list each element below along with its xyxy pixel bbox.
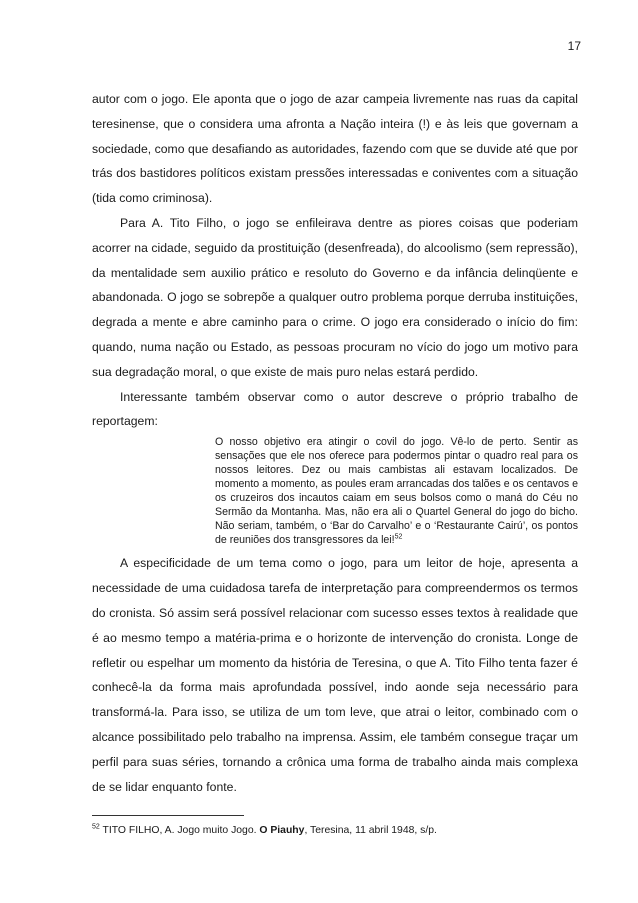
footnote-divider bbox=[92, 815, 244, 816]
page-number: 17 bbox=[567, 39, 581, 53]
footnote-prefix: TITO FILHO, A. Jogo muito Jogo. bbox=[99, 825, 260, 836]
body-text bbox=[92, 87, 578, 799]
paragraph-continuation: autor com o jogo. Ele aponta que o jogo de azar campeia livremente nas ruas da capital teresinense, que o considera uma afronta a Nação inteira (!) e às leis que governam a sociedade, como que desafiando as autoridades, fazendo com que se duvide até que por trás dos bastidores políticos existam pressões interessadas e coniventes com a situação (tida como criminosa). bbox=[92, 92, 578, 206]
paragraph-especificidade: A especificidade de um tema como o jogo, para um leitor de hoje, apresenta a necessidade de uma cuidadosa tarefa de interpretação para compreendermos os termos do cronista. Só assim será possível relacionar com sucesso esses textos à realidade que é ao mesmo tempo a matéria-prima e o horizonte de intervenção do cronista. Longe de refletir ou espelhar um momento da história de Teresina, o que A. Tito Filho tenta fazer é conhecê-la da forma mais aprofundada possível, indo aonde seja necessário para transformá-la. Para isso, se utiliza de um tom leve, que atrai o leitor, combinado com o alcance possibilitado pelo trabalho na imprensa. Assim, ele também consegue traçar um perfil para suas séries, tornando a crônica uma forma de trabalho ainda mais complexa de se lidar enquanto fonte. bbox=[92, 556, 578, 794]
footnote bbox=[92, 824, 582, 838]
block-quote bbox=[92, 436, 578, 547]
footnote-reference: 52 bbox=[394, 532, 403, 540]
block-quote-text: O nosso objetivo era atingir o covil do jogo. Vê-lo de perto. Sentir as sensações que ele nos oferece para podermos pintar o quadro real para os nossos leitores. Dez ou mais cambistas ali estavam localizados. De momento a momento, as poules eram arrancadas dos talões e os centavos e os cruzeiros dos incautos caiam em seus bolsos como o maná do Céu no Sermão da Montanha. Mas, não era ali o Quartel General do jogo do bicho. Não seriam, também, o ‘Bar do Carvalho’ e o ‘Restaurante Cairú’, os pontos de reuniões dos transgressores da lei! bbox=[215, 436, 578, 546]
footnote-number: 52 bbox=[92, 823, 100, 831]
footnote-source-title: O Piauhy bbox=[259, 825, 305, 836]
footnote-suffix: , Teresina, 11 abril 1948, s/p. bbox=[304, 825, 437, 836]
paragraph-tito-filho: Para A. Tito Filho, o jogo se enfileirava dentre as piores coisas que poderiam acorrer na cidade, seguido da prostituição (desenfreada), do alcoolismo (sem repressão), da mentalidade sem auxilio prático e resoluto do Governo e da infância delinqüente e abandonada. O jogo se sobrepõe a qualquer outro problema porque derruba instituições, degrada a mente e abre caminho para o crime. O jogo era considerado o início do fim: quando, numa nação ou Estado, as pessoas procuram no vício do jogo um motivo para sua degradação moral, o que existe de mais puro nelas estará perdido. bbox=[92, 215, 578, 379]
paragraph-reportagem-intro: Interessante também observar como o autor descreve o próprio trabalho de reportagem: bbox=[92, 389, 578, 429]
